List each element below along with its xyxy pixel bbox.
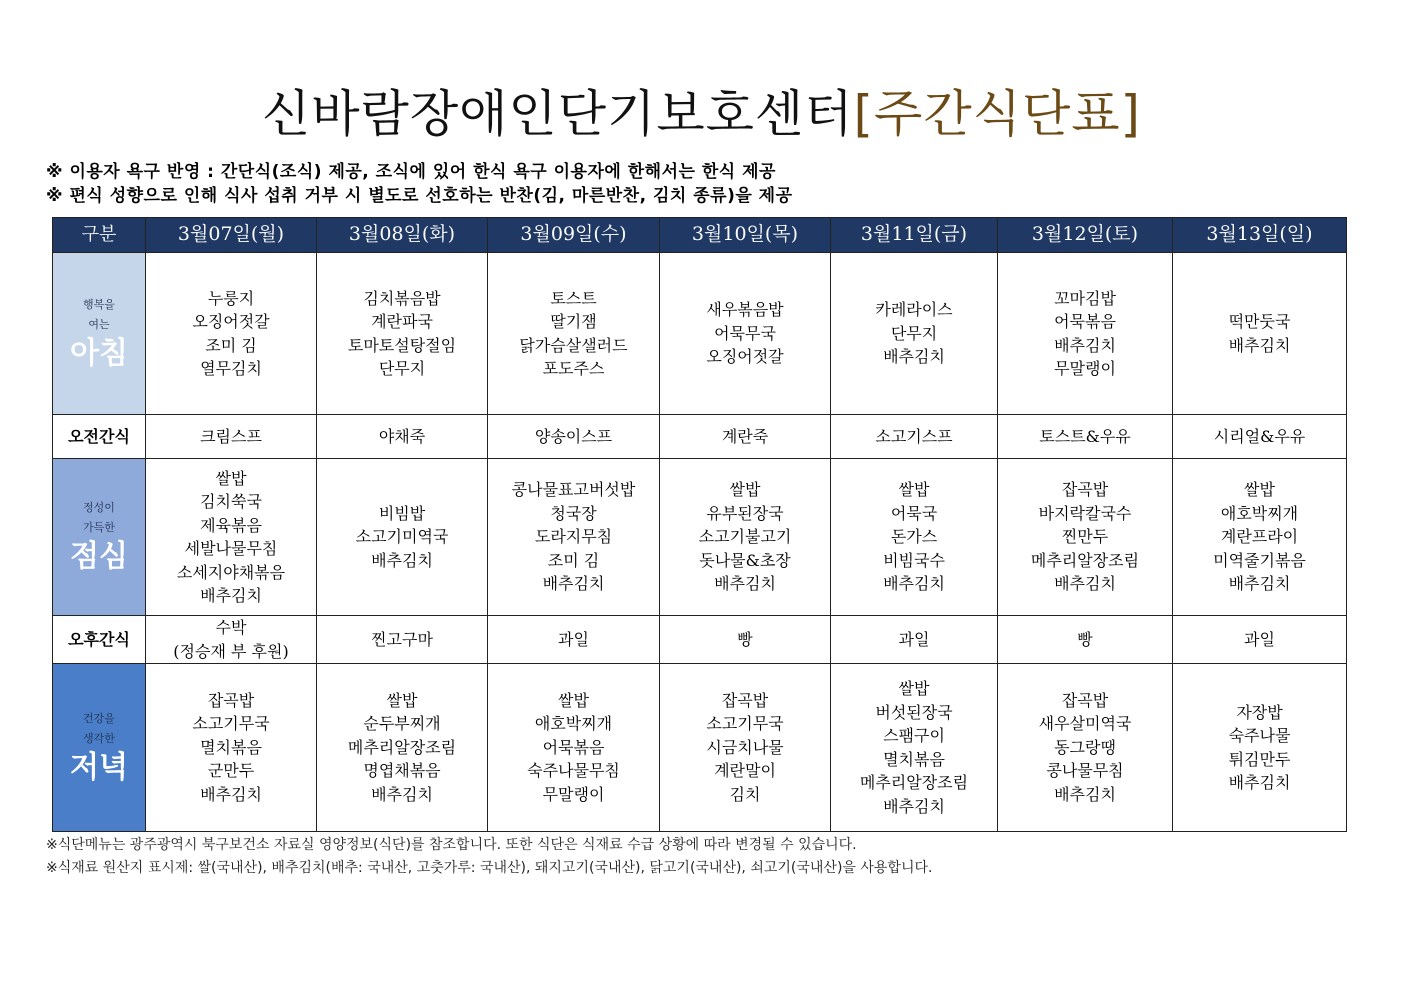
menu-item: 비빔밥 xyxy=(378,503,426,523)
menu-item: 명엽채볶음 xyxy=(363,761,441,781)
page-title xyxy=(0,82,1403,146)
label-small: 건강을 xyxy=(83,711,115,725)
menu-item: 청국장 xyxy=(550,503,597,523)
menu-item: 돈가스 xyxy=(890,527,938,547)
menu-item: 제육볶음 xyxy=(200,515,262,535)
header-label: 구분 xyxy=(53,218,146,253)
menu-item: 소세지야채볶음 xyxy=(176,562,286,582)
menu-item: 잡곡밥 xyxy=(207,690,255,710)
label-small: 가득한 xyxy=(83,521,115,534)
menu-item: 어묵무국 xyxy=(714,323,776,343)
pm-snack-cell xyxy=(146,616,317,664)
menu-item: 자장밥 xyxy=(1236,702,1283,722)
menu-item: 쌀밥 xyxy=(558,690,589,710)
pm-snack-cell xyxy=(317,616,488,664)
breakfast-menu-cell xyxy=(998,253,1173,415)
am-snack-label: 오전간식 xyxy=(53,415,146,459)
menu-item: 잡곡밥 xyxy=(1061,480,1109,500)
breakfast-menu-cell xyxy=(488,253,660,415)
menu-item: 쌀밥 xyxy=(215,468,247,488)
snack-item: (정승재 부 후원) xyxy=(173,641,289,661)
menu-item: 배추김치 xyxy=(883,796,945,816)
menu-item: 누룽지 xyxy=(207,288,255,308)
menu-item: 어묵볶음 xyxy=(1054,312,1116,331)
snack-item: 찐고구마 xyxy=(371,629,433,649)
lunch-menu-cell xyxy=(1173,459,1347,616)
breakfast-menu-cell xyxy=(146,253,317,415)
menu-item: 돗나물&초장 xyxy=(699,550,791,570)
menu-item: 소고기무국 xyxy=(192,714,270,734)
label-small: 행복을 xyxy=(83,297,115,311)
label-big: 저녁 xyxy=(70,749,128,785)
breakfast-menu-cell xyxy=(660,253,831,415)
menu-item: 메추리알장조림 xyxy=(1030,550,1140,570)
menu-item: 열무김치 xyxy=(200,359,262,378)
menu-item: 유부된장국 xyxy=(706,503,784,523)
menu-item: 애호박찌개 xyxy=(1220,503,1299,523)
menu-item: 튀김만두 xyxy=(1228,749,1291,769)
menu-item: 떡만둣국 xyxy=(1228,312,1291,331)
dinner-menu-cell xyxy=(317,664,488,832)
menu-item: 무말랭이 xyxy=(542,784,605,804)
menu-item: 어묵볶음 xyxy=(542,737,605,757)
am-snack-cell: 계란죽 xyxy=(660,415,831,459)
menu-item: 계란프라이 xyxy=(1220,527,1299,547)
menu-item: 소고기무국 xyxy=(706,714,784,734)
am-snack-cell: 양송이스프 xyxy=(488,415,660,459)
menu-item: 메추리알장조림 xyxy=(347,737,457,757)
dinner-menu-cell xyxy=(998,664,1173,832)
menu-item: 닭가슴살샐러드 xyxy=(519,335,628,355)
menu-item: 숙주나물 xyxy=(1228,726,1291,745)
menu-item: 메추리알장조림 xyxy=(859,773,969,792)
menu-item: 배추김치 xyxy=(1054,335,1116,355)
menu-item: 미역줄기볶음 xyxy=(1213,550,1306,570)
day-header: 3월08일(화) xyxy=(317,218,488,253)
menu-item: 배추김치 xyxy=(1228,574,1291,594)
footer-line: ※식재료 원산지 표시제: 쌀(국내산), 배추김치(배추: 국내산, 고춧가루: 국내산), 돼지고기(국내산), 닭고기(국내산), 쇠고기(국내산)을 사용합니다. xyxy=(46,860,933,876)
menu-item: 쌀밥 xyxy=(729,480,761,500)
menu-item: 새우살미역국 xyxy=(1038,714,1132,734)
snack-item: 빵 xyxy=(1077,629,1093,649)
dinner-menu-cell xyxy=(1173,664,1347,832)
snack-item: 과일 xyxy=(898,629,930,649)
footer-line: ※식단메뉴는 광주광역시 북구보건소 자료실 영양정보(식단)를 참조합니다. 또한 식단은 식재료 수급 상황에 따라 변경될 수 있습니다. xyxy=(46,837,857,853)
menu-item: 토마토설탕절임 xyxy=(347,335,457,355)
menu-item: 순두부찌개 xyxy=(363,714,441,734)
note-line: ※ 이용자 욕구 반영 : 간단식(조식) 제공, 조식에 있어 한식 욕구 이용자에 한해서는 한식 제공 xyxy=(46,162,776,182)
menu-item: 조미 김 xyxy=(205,335,257,355)
am-snack-cell: 크림스프 xyxy=(146,415,317,459)
pm-snack-cell xyxy=(488,616,660,664)
menu-item: 배추김치 xyxy=(542,574,605,594)
menu-item: 조미 김 xyxy=(547,550,600,570)
menu-item: 콩나물표고버섯밥 xyxy=(511,480,636,500)
center-name: 신바람장애인단기보호센터 xyxy=(261,85,854,143)
menu-item: 오징어젓갈 xyxy=(706,347,784,367)
lunch-menu-cell xyxy=(488,459,660,616)
pm-snack-cell xyxy=(998,616,1173,664)
menu-item: 계란말이 xyxy=(714,761,776,781)
menu-item: 김치 xyxy=(729,784,761,804)
pm-snack-cell xyxy=(831,616,998,664)
menu-item: 무말랭이 xyxy=(1054,359,1116,378)
menu-title: [주간식단표] xyxy=(853,85,1142,143)
notes xyxy=(46,160,793,208)
menu-item: 배추김치 xyxy=(1054,574,1116,594)
menu-item: 계란파국 xyxy=(371,312,433,331)
menu-item: 콩나물무침 xyxy=(1046,761,1124,781)
menu-item: 딸기잼 xyxy=(550,312,597,331)
day-header: 3월12일(토) xyxy=(998,218,1173,253)
dinner-row xyxy=(53,664,1347,832)
menu-item: 배추김치 xyxy=(1054,784,1116,804)
menu-item: 배추김치 xyxy=(883,347,945,367)
menu-item: 꼬마김밥 xyxy=(1054,288,1116,308)
menu-item: 김치쑥국 xyxy=(200,492,262,511)
breakfast-menu-cell xyxy=(1173,253,1347,415)
menu-item: 시금치나물 xyxy=(706,737,784,757)
breakfast-label xyxy=(53,253,146,415)
am-snack-row xyxy=(53,415,1347,459)
label-small: 생각한 xyxy=(83,731,115,745)
menu-item: 쌀밥 xyxy=(898,679,930,698)
am-snack-cell: 소고기스프 xyxy=(831,415,998,459)
menu-item: 쌀밥 xyxy=(898,480,930,500)
am-snack-cell: 토스트&우유 xyxy=(998,415,1173,459)
menu-item: 토스트 xyxy=(550,288,597,308)
menu-item: 쌀밥 xyxy=(1244,480,1275,500)
day-header: 3월07일(월) xyxy=(146,218,317,253)
menu-item: 단무지 xyxy=(890,323,938,343)
note-line: ※ 편식 성향으로 인해 식사 섭취 거부 시 별도로 선호하는 반찬(김, 마른반찬, 김치 종류)을 제공 xyxy=(46,186,793,206)
label-small: 정성이 xyxy=(83,501,115,514)
menu-item: 배추김치 xyxy=(200,784,262,804)
dinner-menu-cell xyxy=(488,664,660,832)
dinner-menu-cell xyxy=(146,664,317,832)
menu-item: 소고기미역국 xyxy=(355,527,449,547)
menu-item: 찐만두 xyxy=(1061,527,1109,547)
menu-item: 소고기불고기 xyxy=(698,527,792,547)
menu-item: 배추김치 xyxy=(714,574,776,594)
footer-notes xyxy=(46,834,932,880)
snack-item: 과일 xyxy=(1244,629,1275,649)
lunch-label xyxy=(53,459,146,616)
snack-item: 수박 xyxy=(215,618,247,637)
pm-snack-cell xyxy=(660,616,831,664)
dinner-label xyxy=(53,664,146,832)
menu-item: 숙주나물무침 xyxy=(527,761,620,781)
day-header: 3월09일(수) xyxy=(488,218,660,253)
label-small: 여는 xyxy=(88,317,110,331)
dinner-menu-cell xyxy=(831,664,998,832)
label-big: 아침 xyxy=(70,335,128,371)
menu-item: 포도주스 xyxy=(542,359,605,378)
menu-item: 배추김치 xyxy=(883,574,945,594)
am-snack-cell: 야채죽 xyxy=(317,415,488,459)
lunch-menu-cell xyxy=(317,459,488,616)
breakfast-row xyxy=(53,253,1347,415)
menu-item: 동그랑땡 xyxy=(1054,737,1116,757)
lunch-menu-cell xyxy=(146,459,317,616)
snack-item: 과일 xyxy=(558,629,589,649)
breakfast-menu-cell xyxy=(317,253,488,415)
snack-item: 빵 xyxy=(737,629,753,649)
weekly-menu-table xyxy=(52,217,1347,832)
pm-snack-cell xyxy=(1173,616,1347,664)
menu-item: 쌀밥 xyxy=(386,690,418,710)
day-header: 3월13일(일) xyxy=(1173,218,1347,253)
menu-item: 배추김치 xyxy=(371,550,433,570)
menu-item: 배추김치 xyxy=(1228,773,1291,792)
menu-item: 버섯된장국 xyxy=(875,702,953,722)
menu-item: 잡곡밥 xyxy=(721,690,769,710)
menu-item: 멸치볶음 xyxy=(883,749,945,769)
header-row xyxy=(53,218,1347,253)
menu-item: 단무지 xyxy=(378,359,426,378)
menu-item: 비빔국수 xyxy=(883,550,945,570)
dinner-menu-cell xyxy=(660,664,831,832)
menu-item: 스팸구이 xyxy=(883,726,945,745)
menu-item: 배추김치 xyxy=(200,586,262,605)
menu-item: 김치볶음밥 xyxy=(363,288,441,308)
menu-item: 카레라이스 xyxy=(875,300,953,320)
breakfast-menu-cell xyxy=(831,253,998,415)
menu-item: 잡곡밥 xyxy=(1061,690,1109,710)
menu-item: 배추김치 xyxy=(1228,335,1291,355)
lunch-menu-cell xyxy=(831,459,998,616)
menu-item: 배추김치 xyxy=(371,784,433,804)
label-big: 점심 xyxy=(70,539,128,574)
pm-snack-row xyxy=(53,616,1347,664)
menu-item: 새우볶음밥 xyxy=(706,300,784,320)
day-header: 3월10일(목) xyxy=(660,218,831,253)
lunch-menu-cell xyxy=(998,459,1173,616)
menu-item: 애호박찌개 xyxy=(534,714,613,734)
menu-item: 군만두 xyxy=(207,761,255,781)
menu-item: 도라지무침 xyxy=(534,527,613,547)
menu-item: 바지락칼국수 xyxy=(1038,503,1132,523)
day-header: 3월11일(금) xyxy=(831,218,998,253)
pm-snack-label: 오후간식 xyxy=(53,616,146,664)
lunch-menu-cell xyxy=(660,459,831,616)
menu-item: 세발나물무침 xyxy=(184,539,278,558)
menu-item: 오징어젓갈 xyxy=(192,312,270,331)
menu-item: 멸치볶음 xyxy=(200,737,262,757)
am-snack-cell: 시리얼&우유 xyxy=(1173,415,1347,459)
menu-item: 어묵국 xyxy=(890,503,938,523)
lunch-row xyxy=(53,459,1347,616)
